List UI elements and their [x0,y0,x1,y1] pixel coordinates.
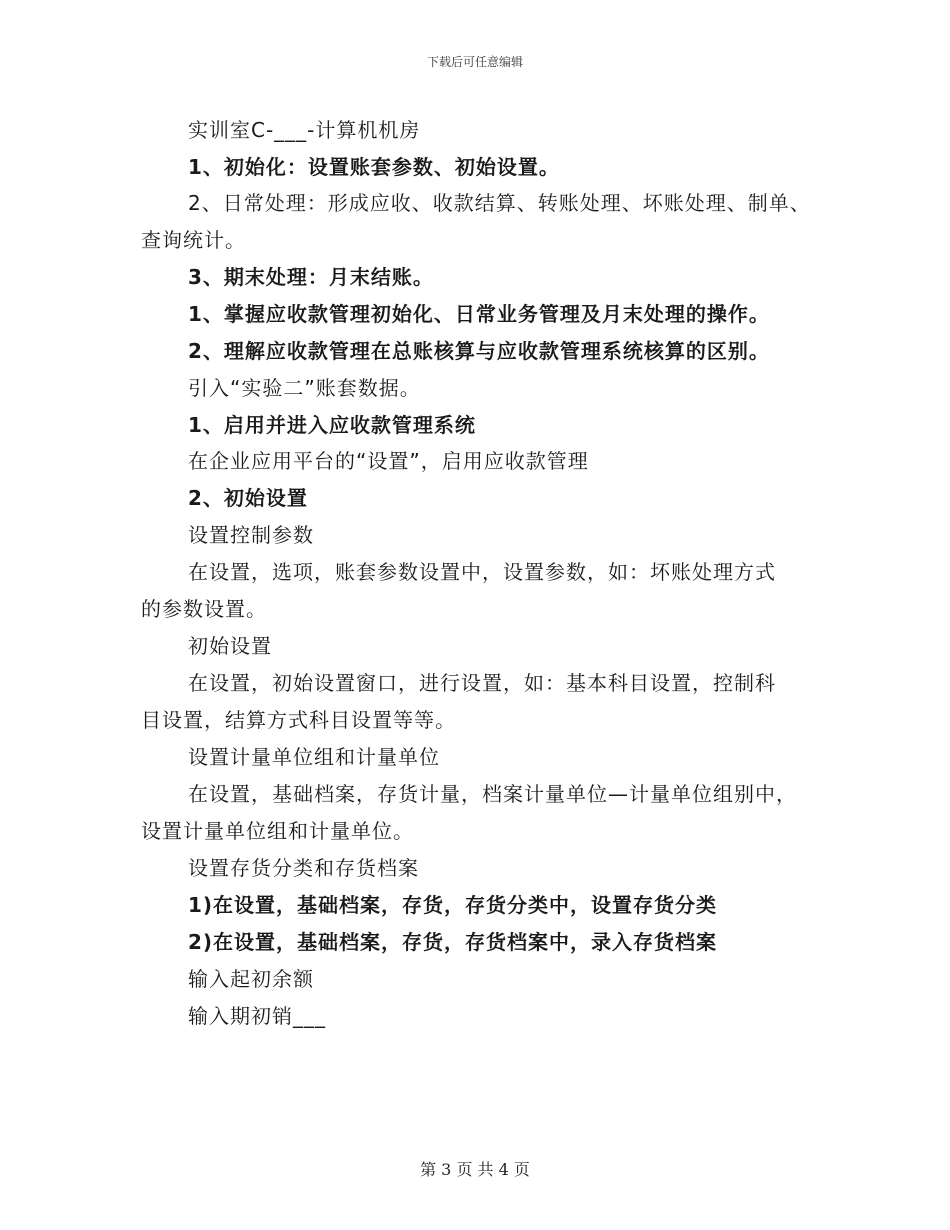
page-footer: 第 3 页 共 4 页 [420,1160,530,1179]
text-line: 输入期初销___ [188,1004,326,1028]
text-line: 1、启用并进入应收款管理系统 [188,413,476,437]
text-line: 引入“实验二”账套数据。 [188,376,421,400]
text-line: 在设置，基础档案，存货计量，档案计量单位—计量单位组别中， [188,782,797,806]
text-line: 设置计量单位组和计量单位。 [141,819,414,843]
text-line: 实训室C-___-计算机机房 [188,118,421,142]
page-header: 下载后可任意编辑 [426,55,523,69]
text-line: 在设置，初始设置窗口，进行设置，如：基本科目设置，控制科 [188,671,776,695]
text-line: 2、初始设置 [188,486,308,510]
text-line: 1)在设置，基础档案，存货，存货分类中，设置存货分类 [188,893,718,917]
text-line: 1、掌握应收款管理初始化、日常业务管理及月末处理的操作。 [188,302,770,326]
text-line: 输入起初余额 [188,967,314,991]
text-line: 设置存货分类和存货档案 [188,856,419,880]
text-line: 在企业应用平台的“设置”，启用应收款管理 [188,449,589,473]
text-line: 初始设置 [188,634,272,658]
text-line: 2)在设置，基础档案，存货，存货档案中，录入存货档案 [188,930,718,954]
text-line: 2、日常处理：形成应收、收款结算、转账处理、坏账处理、制单、 [188,191,811,215]
text-line: 设置控制参数 [188,523,314,547]
text-line: 设置计量单位组和计量单位 [188,745,440,769]
text-line: 目设置，结算方式科目设置等等。 [141,708,456,732]
text-line: 查询统计。 [141,228,246,252]
text-line: 1、初始化：设置账套参数、初始设置。 [188,155,560,179]
text-line: 3、期末处理：月末结账。 [188,265,434,289]
text-line: 2、理解应收款管理在总账核算与应收款管理系统核算的区别。 [188,339,770,363]
text-line: 在设置，选项，账套参数设置中，设置参数，如：坏账处理方式 [188,560,776,584]
text-line: 的参数设置。 [141,597,267,621]
